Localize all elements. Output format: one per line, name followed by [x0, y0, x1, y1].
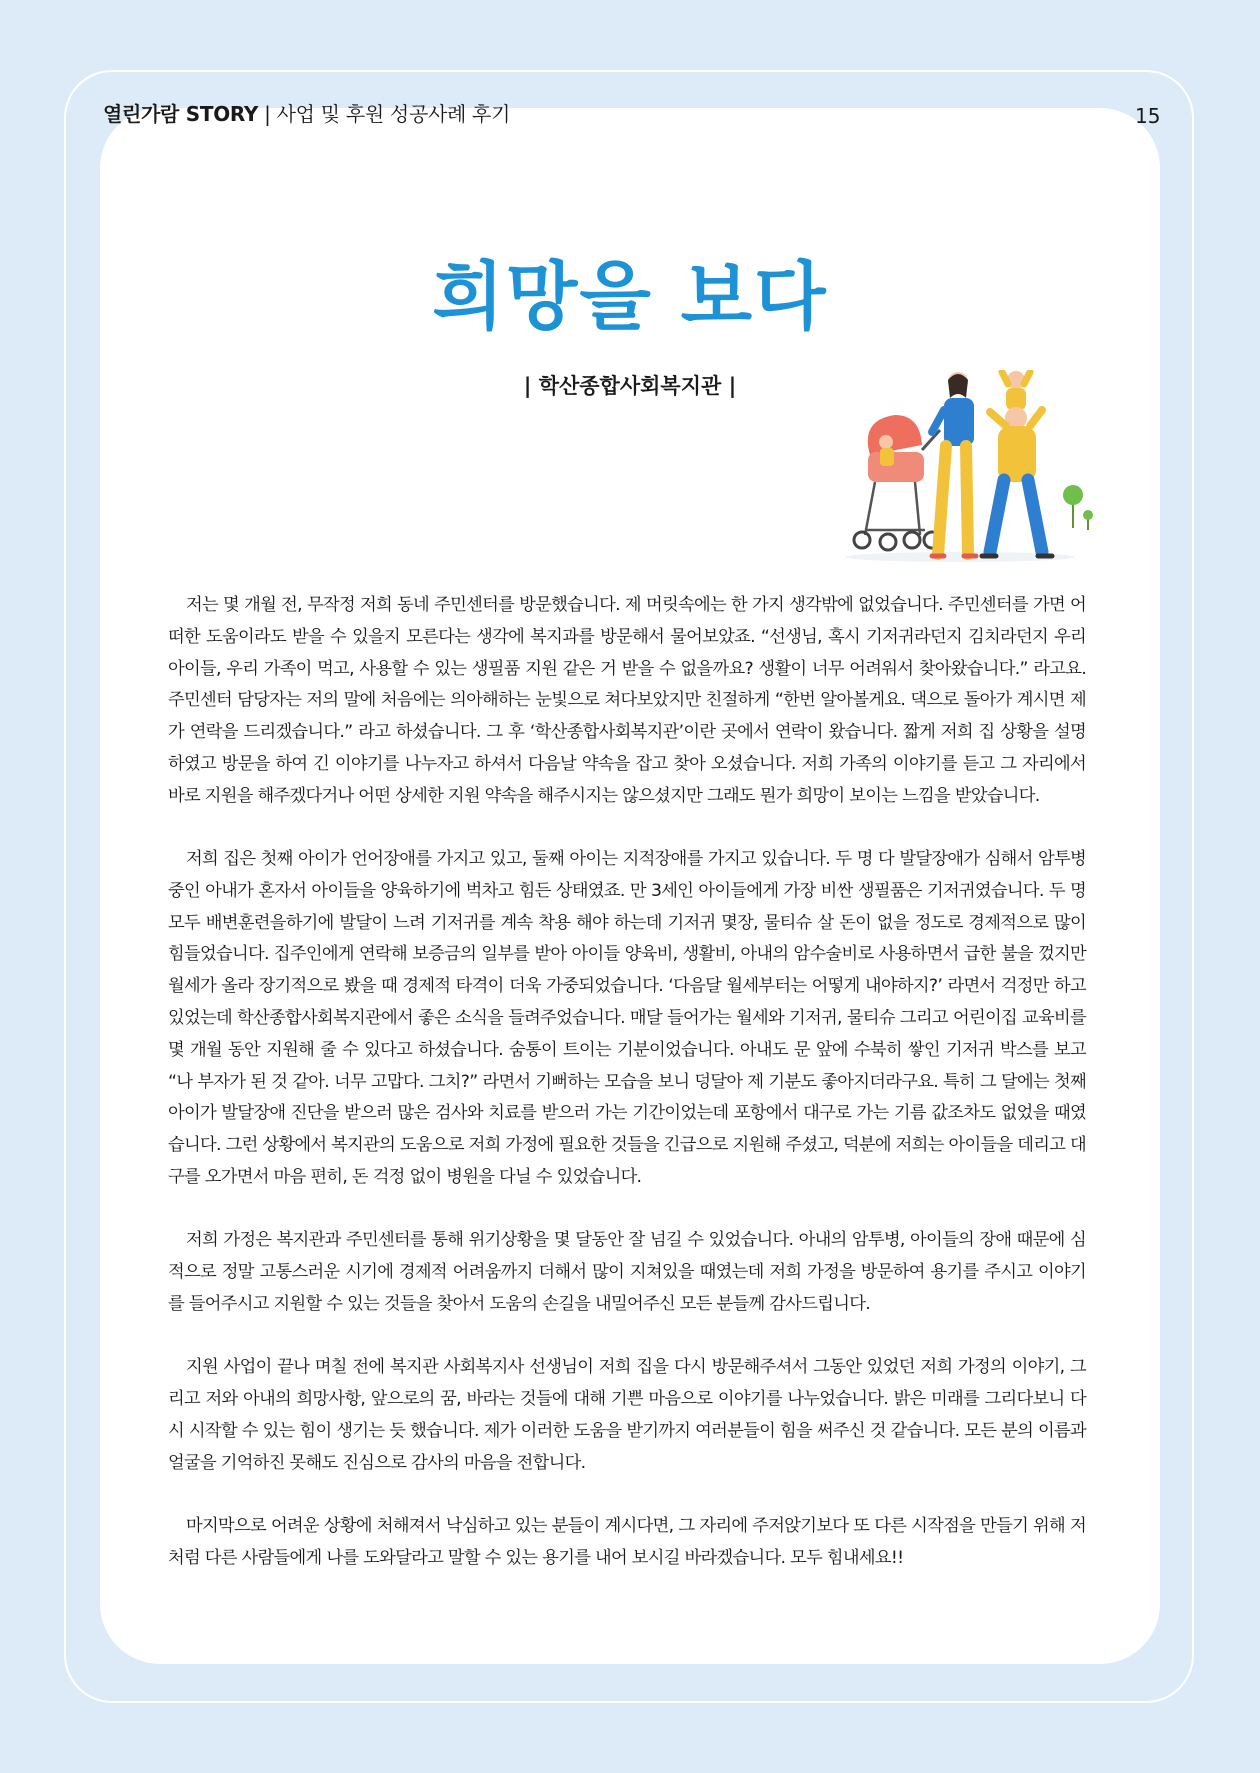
stroller-icon [854, 415, 940, 550]
organization-label: | 학산종합사회복지관 | [523, 374, 737, 398]
paragraph: 지원 사업이 끝나 며칠 전에 복지관 사회복지사 선생님이 저희 집을 다시 방문해주셔서 그동안 있었던 저희 가정의 이야기, 그리고 저와 아내의 희망사항, 앞으로의 꿈, 바라는 것들에 대해 기쁜 마음으로 이야기를 나누었습니다. 밝은 미래를 그리다보니 다시 시작할 수 있는 힘이 생기는 듯 했습니다. 제가 이러한 도움을 받기까지 여러분들이 힘을 써주신 것 같습니다. 모든 분의 이름과 얼굴을 기억하진 못해도 진심으로 감사의 마음을 전합니다. [168, 1357, 1086, 1473]
tree-icon [1063, 485, 1093, 530]
page-title: 희망을 보다 [432, 254, 828, 340]
article-body [168, 590, 1086, 1606]
page-number: 15 [1135, 104, 1161, 128]
section-label: | 사업 및 후원 성공사례 후기 [258, 102, 511, 126]
father-figure-icon [982, 371, 1052, 556]
paragraph: 저는 몇 개월 전, 무작정 저희 동네 주민센터를 방문했습니다. 제 머릿속에는 한 가지 생각밖에 없었습니다. 주민센터를 가면 어떠한 도움이라도 받을 수 있을지 모른다는 생각에 복지과를 방문해서 물어보았죠. “선생님, 혹시 기저귀라던지 김치라던지 우리 아이들, 우리 가족이 먹고, 사용할 수 있는 생필품 지원 같은 거 받을 수 없을까요? 생활이 너무 어려워서 찾아왔습니다.” 라고요. 주민센터 담당자는 저의 말에 처음에는 의아해하는 눈빛으로 쳐다보았지만 친절하게 “한번 알아볼게요. 댁으로 돌아가 계시면 제가 연락을 드리겠습니다.” 라고 하셨습니다. 그 후 ‘학산종합사회복지관’이란 곳에서 연락이 왔습니다. 짧게 저희 집 상황을 설명하였고 방문을 하여 긴 이야기를 나누자고 하셔서 다음날 약속을 잡고 찾아 오셨습니다. 저희 가족의 이야기를 듣고 그 자리에서 바로 지원을 해주겠다거나 어떤 상세한 지원 약속을 해주시지는 않으셨지만 그래도 뭔가 희망이 보이는 느낌을 받았습니다. [168, 595, 1086, 806]
section-header [103, 98, 510, 127]
paragraph: 저희 가정은 복지관과 주민센터를 통해 위기상황을 몇 달동안 잘 넘길 수 있었습니다. 아내의 암투병, 아이들의 장애 때문에 심적으로 정말 고통스러운 시기에 경제적 어려움까지 더해서 많이 지쳐있을 때였는데 저희 가정을 방문하여 용기를 주시고 이야기를 들어주시고 지원할 수 있는 것들을 찾아서 도움의 손길을 내밀어주신 모든 분들께 감사드립니다. [168, 1230, 1086, 1314]
mother-figure-icon [932, 372, 976, 556]
brand-label: 열린가람 STORY [103, 102, 259, 126]
paragraph: 마지막으로 어려운 상황에 처해져서 낙심하고 있는 분들이 계시다면, 그 자리에 주저앉기보다 또 다른 시작점을 만들기 위해 저처럼 다른 사람들에게 나를 도와달라고 말할 수 있는 용기를 내어 보시길 바라겠습니다. 모두 힘내세요!! [168, 1515, 1086, 1568]
family-with-stroller-illustration [840, 370, 1100, 565]
paragraph: 저희 집은 첫째 아이가 언어장애를 가지고 있고, 둘째 아이는 지적장애를 가지고 있습니다. 두 명 다 발달장애가 심해서 암투병중인 아내가 혼자서 아이들을 양육하기에 벅차고 힘든 상태였죠. 만 3세인 아이들에게 가장 비싼 생필품은 기저귀였습니다. 두 명 모두 배변훈련을하기에 발달이 느려 기저귀를 계속 착용 해야 하는데 기저귀 몇장, 물티슈 살 돈이 없을 정도로 경제적으로 많이 힘들었습니다. 집주인에게 연락해 보증금의 일부를 받아 아이들 양육비, 생활비, 아내의 암수술비로 사용하면서 급한 불을 껐지만 월세가 올라 장기적으로 봤을 때 경제적 타격이 더욱 가중되었습니다. ‘다음달 월세부터는 어떻게 내야하지?’ 라면서 걱정만 하고 있었는데 학산종합사회복지관에서 좋은 소식을 들려주었습니다. 매달 들어가는 월세와 기저귀, 물티슈 그리고 어린이집 교육비를 몇 개월 동안 지원해 줄 수 있다고 하셨습니다. 숨통이 트이는 기분이었습니다. 아내도 문 앞에 수북히 쌓인 기저귀 박스를 보고 “나 부자가 된 것 같아. 너무 고맙다. 그치?” 라면서 기뻐하는 모습을 보니 덩달아 제 기분도 좋아지더라구요. 특히 그 달에는 첫째 아이가 발달장애 진단을 받으러 많은 검사와 치료를 받으러 가는 기간이었는데 포항에서 대구로 가는 기름 값조차도 없었을 때였습니다. 그런 상황에서 복지관의 도움으로 저희 가정에 필요한 것들을 긴급으로 지원해 주셨고, 덕분에 저희는 아이들을 데리고 대구를 오가면서 마음 편히, 돈 걱정 없이 병원을 다닐 수 있었습니다. [168, 849, 1086, 1188]
